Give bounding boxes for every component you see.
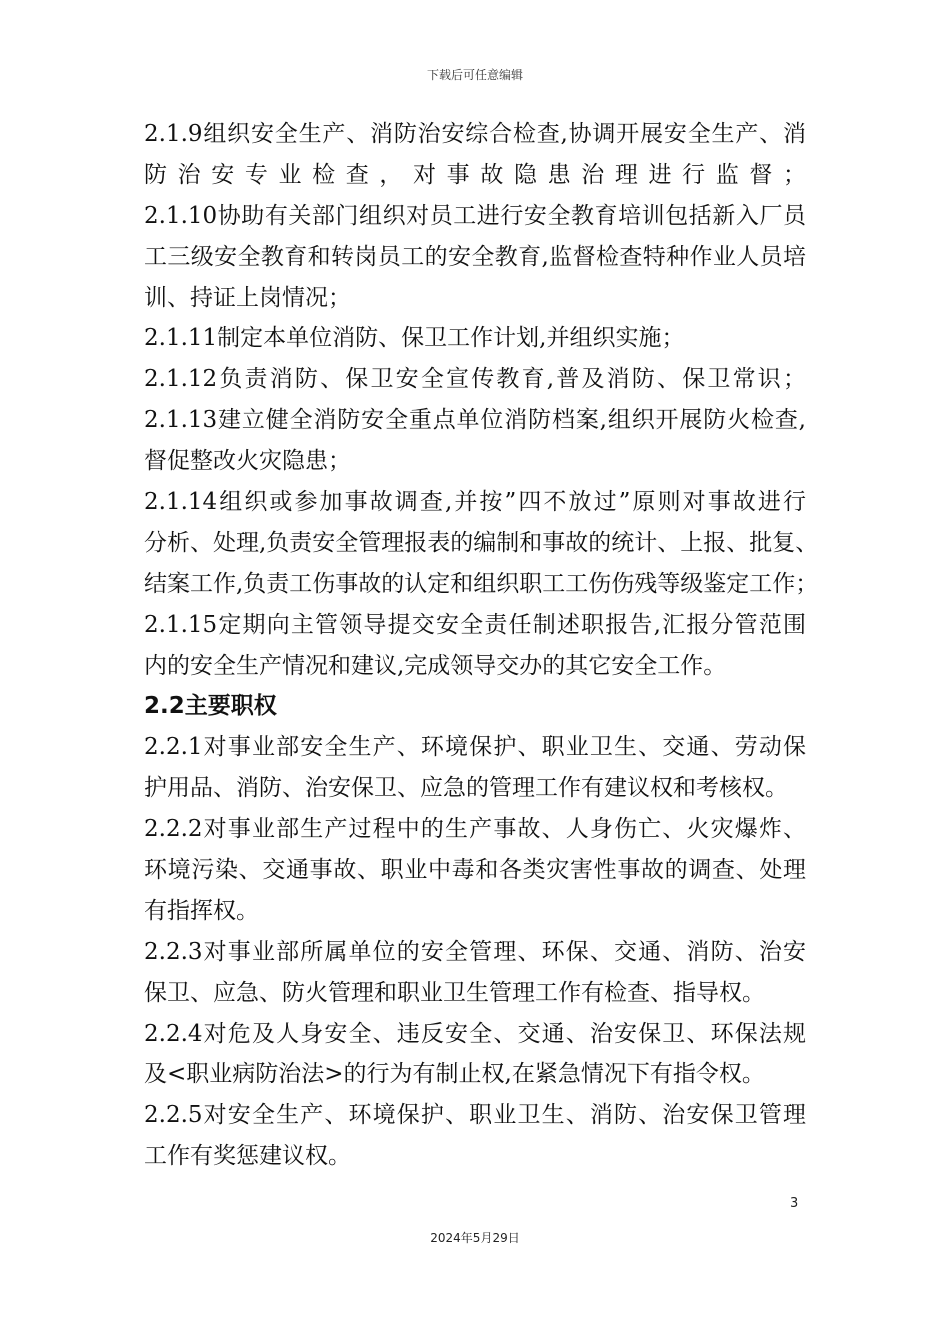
text-line: 2.1.12负责消防、保卫安全宣传教育,普及消防、保卫常识； <box>144 366 806 393</box>
text-line: 及<职业病防治法>的行为有制止权,在紧急情况下有指令权。 <box>144 1061 765 1088</box>
text-line: 内的安全生产情况和建议,完成领导交办的其它安全工作。 <box>144 652 727 679</box>
text-line: 2.1.9组织安全生产、消防治安综合检查,协调开展安全生产、消 <box>144 121 806 147</box>
text-line: 工作有奖惩建议权。 <box>144 1143 351 1170</box>
text-line: 防治安专业检查，对事故隐患治理进行监督； <box>144 161 806 188</box>
page-header: 下载后可任意编辑 <box>426 68 523 82</box>
text-line: 2.2.2对事业部生产过程中的生产事故、人身伤亡、火灾爆炸、 <box>144 816 806 843</box>
text-line: 2.2.3对事业部所属单位的安全管理、环保、交通、消防、治安 <box>144 938 806 965</box>
document-body <box>144 114 819 1177</box>
page-footer-date: 2024年5月29日 <box>430 1231 520 1245</box>
text-line: 分析、处理,负责安全管理报表的编制和事故的统计、上报、批复、 <box>144 529 819 556</box>
text-line: 护用品、消防、治安保卫、应急的管理工作有建议权和考核权。 <box>144 775 788 802</box>
text-line: 督促整改火灾隐患； <box>144 448 351 475</box>
section-heading: 2.2主要职权 <box>144 693 277 720</box>
text-line: 2.1.13建立健全消防安全重点单位消防档案,组织开展防火检查, <box>144 407 806 434</box>
text-line: 结案工作,负责工伤事故的认定和组织职工工伤伤残等级鉴定工作； <box>144 570 819 597</box>
text-line: 2.1.11制定本单位消防、保卫工作计划,并组织实施； <box>144 325 685 352</box>
text-line: 2.2.1对事业部安全生产、环境保护、职业卫生、交通、劳动保 <box>144 734 806 761</box>
text-line: 训、持证上岗情况； <box>144 284 351 311</box>
text-line: 2.1.10协助有关部门组织对员工进行安全教育培训包括新入厂员 <box>144 202 806 229</box>
text-line: 2.1.15定期向主管领导提交安全责任制述职报告,汇报分管范围 <box>144 611 806 638</box>
page-number: 3 <box>790 1196 799 1211</box>
text-line: 2.1.14组织或参加事故调查,并按”四不放过”原则对事故进行 <box>144 489 806 516</box>
text-line: 2.2.4对危及人身安全、违反安全、交通、治安保卫、环保法规 <box>144 1020 806 1047</box>
text-line: 保卫、应急、防火管理和职业卫生管理工作有检查、指导权。 <box>144 979 765 1006</box>
text-line: 环境污染、交通事故、职业中毒和各类灾害性事故的调查、处理 <box>144 857 806 884</box>
text-line: 2.2.5对安全生产、环境保护、职业卫生、消防、治安保卫管理 <box>144 1102 806 1129</box>
text-line: 有指挥权。 <box>144 897 259 924</box>
text-line: 工三级安全教育和转岗员工的安全教育,监督检查特种作业人员培 <box>144 243 806 270</box>
